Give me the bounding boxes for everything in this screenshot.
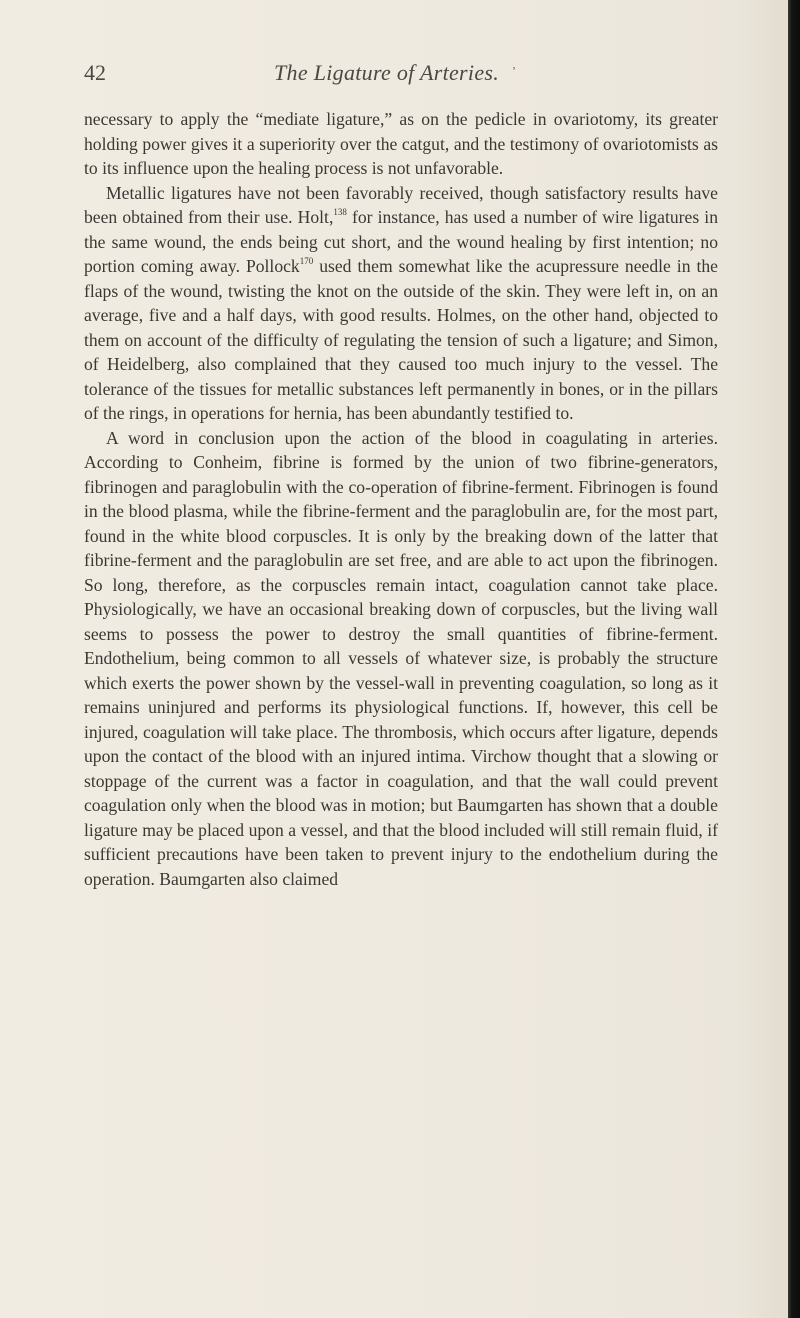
body-text bbox=[84, 107, 718, 891]
paragraph-text: used them somewhat like the acupressure needle in the flaps of the wound, twisting the knot on the outside of the skin. They were left in, on an average, five and a half days, with good results. Holmes, on the other hand, objected to them on account of the difficulty of regulating the tension of such a ligature; and Simon, of Heidelberg, also complained that they caused too much injury to the vessel. The tolerance of the tissues for metallic substances left permanently in bones, or in the pillars of the rings, in operations for hernia, has been abundantly testified to. bbox=[84, 256, 718, 423]
paragraph-metallic-ligatures bbox=[84, 181, 718, 426]
footnote-ref: 170 bbox=[299, 256, 314, 266]
book-binding-edge bbox=[788, 0, 800, 1318]
paragraph-coagulation bbox=[84, 426, 718, 892]
footnote-ref: 138 bbox=[333, 207, 347, 217]
running-head bbox=[84, 60, 724, 92]
page-number: 42 bbox=[84, 60, 106, 85]
running-title: The Ligature of Arteries. bbox=[274, 60, 500, 85]
paragraph-text: necessary to apply the “mediate ligature,” as on the pedicle in ovariotomy, its greater holding power gives it a superiority over the catgut, and the testimony of ovariotomists as to its influence upon the healing process is not unfavorable. bbox=[84, 109, 718, 178]
stray-mark: ʼ bbox=[512, 64, 516, 78]
paragraph-ligature-continuation bbox=[84, 107, 718, 181]
paragraph-text: A word in conclusion upon the action of the blood in coagulating in arteries. According to Conheim, fibrine is formed by the union of two fibrine-generators, fibrinogen and paraglobulin with the co-operation of fibrine-ferment. Fibrinogen is found in the blood plasma, while the fibrine-ferment and the paraglobulin are, for the most part, found in the white blood corpuscles. It is only by the breaking down of the latter that fibrine-ferment and the paraglobulin are set free, and are able to act upon the fibrinogen. So long, therefore, as the corpuscles remain intact, coagulation cannot take place. Physiologically, we have an occasional breaking down of corpuscles, but the living wall seems to possess the power to destroy the small quantities of fibrine-ferment. Endothelium, being common to all vessels of whatever size, is probably the structure which exerts the power shown by the vessel-wall in preventing coagulation, so long as it remains uninjured and performs its physiological functions. If, however, this cell be injured, coagulation will take place. The thrombosis, which occurs after ligature, depends upon the contact of the blood with an injured intima. Virchow thought that a slowing or stoppage of the current was a factor in coagulation, and that the wall could prevent coagulation only when the blood was in motion; but Baumgarten has shown that a double ligature may be placed upon a vessel, and that the blood included will still remain fluid, if sufficient precautions have been taken to prevent injury to the endothelium during the operation. Baumgarten also claimed bbox=[84, 427, 718, 889]
paragraph-text: for instance, has used a number of wire ligatures in the same wound, the ends being cut short, and the wound healing by first intention; no portion coming away. Pollock bbox=[84, 207, 718, 276]
paragraph-text: Metallic ligatures have not been favorably received, though satisfactory results have been obtained from their use. Holt, bbox=[84, 182, 718, 227]
